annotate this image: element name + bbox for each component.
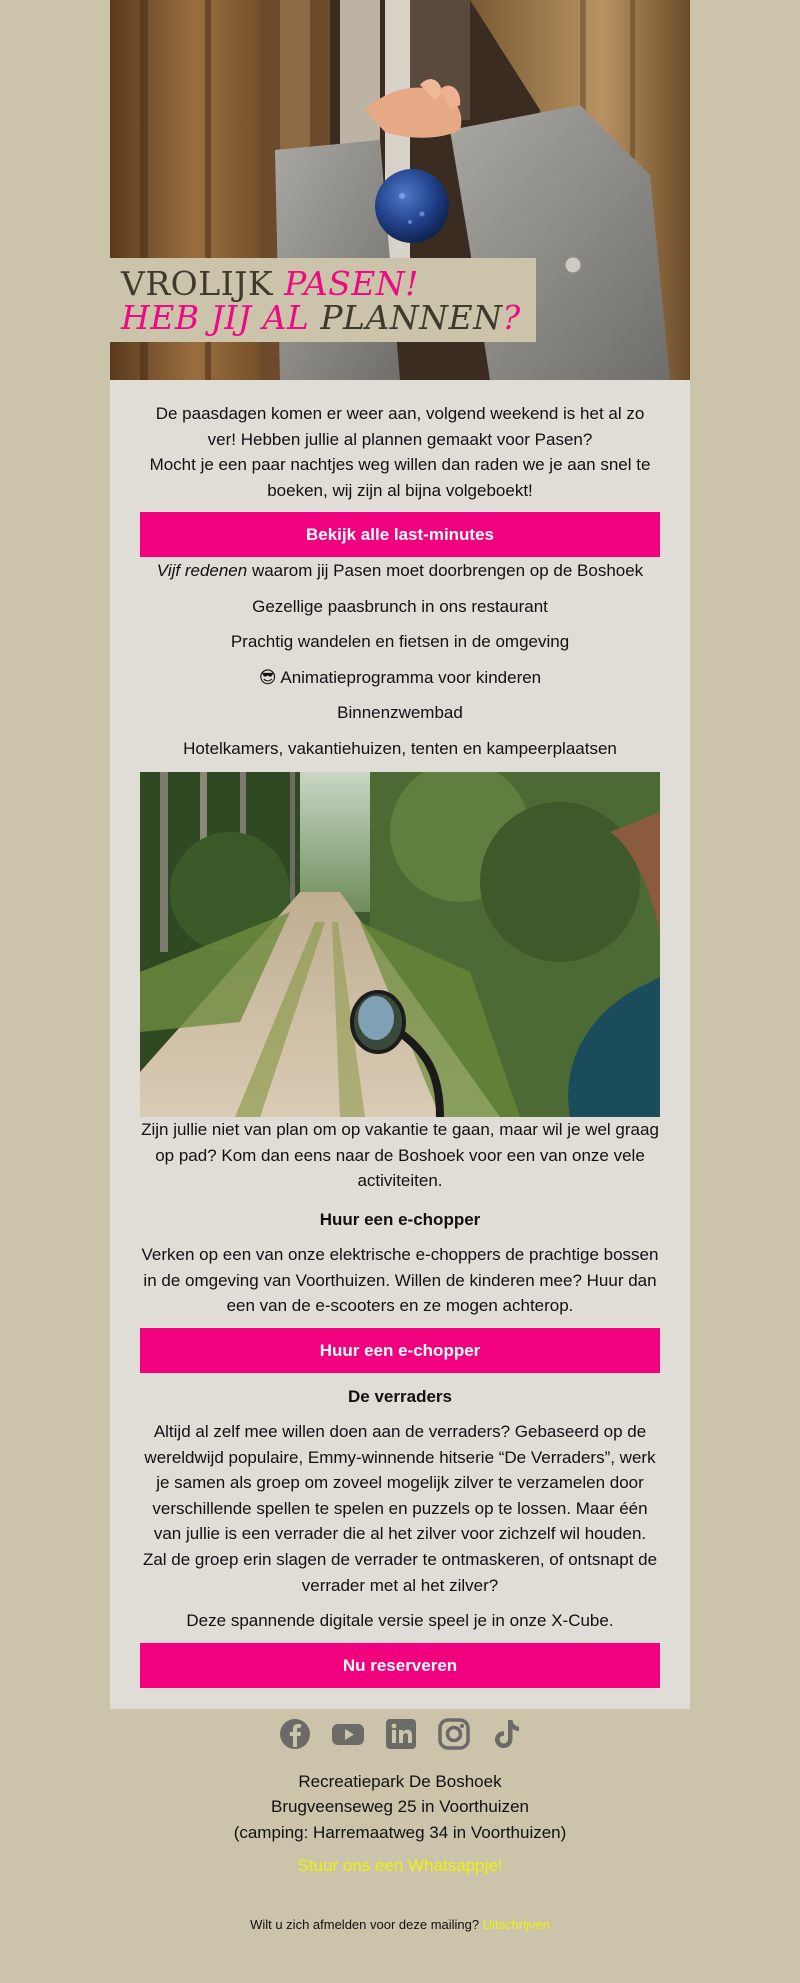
hero-title-vrolijk: VROLIJK: [121, 264, 274, 303]
tiktok-icon[interactable]: [490, 1717, 524, 1751]
last-minutes-button[interactable]: [140, 512, 660, 557]
hero-title-pasen: PASEN!: [284, 264, 419, 303]
forest-path-photo: [140, 772, 660, 1117]
xcube-paragraph: Deze spannende digitale versie speel je in onze X-Cube.: [186, 1611, 614, 1630]
email-content: [110, 0, 690, 1709]
social-icons: [0, 1717, 800, 1753]
youtube-icon[interactable]: [331, 1717, 365, 1751]
echopper-heading: Huur een e-chopper: [319, 1210, 481, 1229]
intro-paragraph-1: De paasdagen komen er weer aan, volgend weekend is het al zo ver! Hebben jullie al plannen gemaakt voor Pasen?: [155, 404, 645, 449]
echopper-text: [140, 1242, 660, 1319]
facebook-icon[interactable]: [278, 1717, 312, 1751]
footer-address: Brugveenseweg 25 in Voorthuizen: [270, 1797, 529, 1816]
reasons-intro-emphasis: Vijf redenen: [156, 561, 248, 580]
footer-park-name: Recreatiepark De Boshoek: [298, 1772, 502, 1791]
activities-intro-paragraph: Zijn jullie niet van plan om op vakantie te gaan, maar wil je wel graag op pad? Kom dan eens naar de Boshoek voor een van onze vele activiteiten.: [141, 1120, 659, 1191]
unsubscribe-text: Wilt u zich afmelden voor deze mailing?: [250, 1917, 483, 1932]
reason-zwembad: Binnenzwembad: [337, 703, 463, 722]
reasons-intro: [140, 560, 660, 582]
hero-title-question: ?: [502, 298, 521, 337]
xcube-text: [140, 1608, 660, 1634]
echopper-paragraph: Verken op een van onze elektrische e-choppers de prachtige bossen in de omgeving van Voorthuizen. Willen de kinderen mee? Huur dan een van de e-scooters en ze mogen achterop.: [141, 1245, 659, 1316]
intro-paragraph-2: Mocht je een paar nachtjes weg willen dan raden we je aan snel te boeken, wij zijn al bijna volgeboekt!: [149, 455, 651, 500]
hero-title-box: [110, 258, 536, 342]
footer-camping-address: (camping: Harremaatweg 34 in Voorthuizen): [233, 1823, 567, 1842]
reason-brunch: Gezellige paasbrunch in ons restaurant: [252, 597, 548, 616]
hero-banner: [110, 0, 690, 380]
reasons-intro-rest: waarom jij Pasen moet doorbrengen op de Boshoek: [247, 561, 644, 580]
echopper-button[interactable]: [140, 1328, 660, 1373]
hero-title-heb-jij-al: HEB JIJ AL: [121, 298, 310, 337]
echopper-button-label: Huur een e-chopper: [319, 1340, 481, 1360]
reason-accommodaties: Hotelkamers, vakantiehuizen, tenten en kampeerplaatsen: [183, 739, 617, 758]
reserve-button-label: Nu reserveren: [342, 1655, 458, 1675]
linkedin-icon[interactable]: [384, 1717, 418, 1751]
reason-animatie: 😎 Animatieprogramma voor kinderen: [258, 668, 542, 687]
unsubscribe-line: [0, 1917, 800, 1932]
verraders-paragraph: Altijd al zelf mee willen doen aan de verraders? Gebaseerd op de wereldwijd populaire, Emmy-winnende hitserie “De Verraders”, werk je samen als groep om zoveel mogelijk zilver te verzamelen door verschillende spellen te spelen en puzzels op te lossen. Maar één van jullie is een verrader die al het zilver voor zichzelf wil houden. Zal de groep erin slagen de verrader te ontmaskeren, of ontsnapt de verrader met al het zilver?: [142, 1422, 658, 1595]
verraders-text: [140, 1419, 660, 1598]
last-minutes-button-label: Bekijk alle last-minutes: [305, 524, 495, 544]
unsubscribe-link[interactable]: Uitschrijven: [482, 1917, 550, 1932]
forest-path-image: [140, 772, 660, 1117]
hero-title-line-2: [121, 300, 521, 336]
hero-title-plannen: PLANNEN: [320, 298, 503, 337]
activities-intro: [140, 1117, 660, 1194]
reason-wandelen: Prachtig wandelen en fietsen in de omgeving: [230, 632, 570, 651]
reserve-button[interactable]: [140, 1643, 660, 1688]
instagram-icon[interactable]: [437, 1717, 471, 1751]
intro-text: [140, 401, 660, 503]
hero-title-line-1: [121, 266, 419, 302]
verraders-heading: De verraders: [348, 1387, 452, 1406]
whatsapp-link[interactable]: Stuur ons een Whatsappje!: [297, 1856, 503, 1875]
